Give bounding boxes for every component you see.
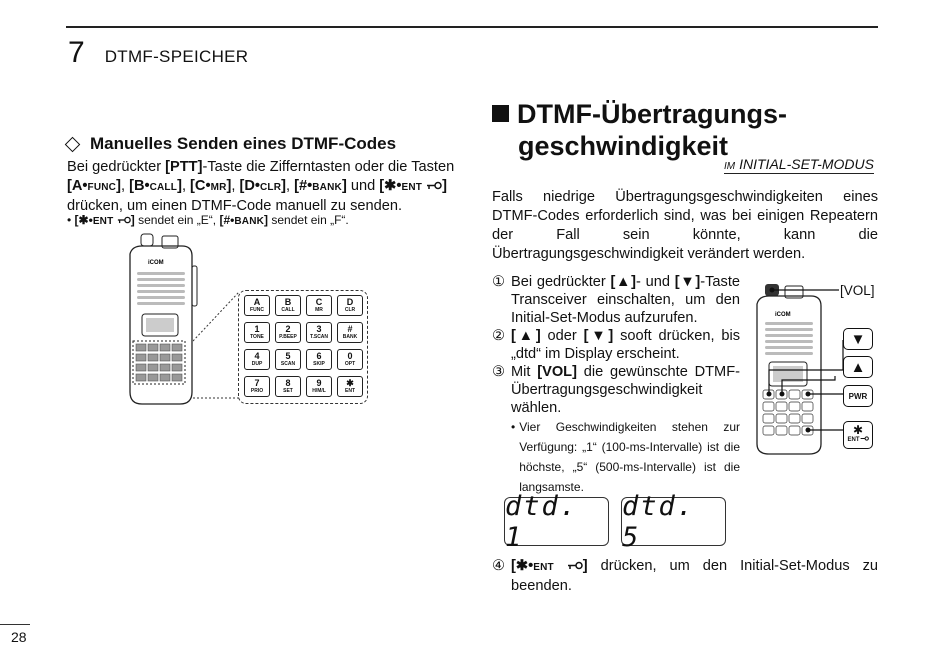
keypad-key <box>244 376 270 397</box>
radio-logo: iCOM <box>775 312 791 318</box>
text: und <box>346 178 380 194</box>
down-key-callout: ▼ <box>843 328 873 350</box>
keypad-key <box>337 376 363 397</box>
page-number: 28 <box>11 629 27 645</box>
key-down: [▼] <box>674 274 701 290</box>
section-title-line1: DTMF-Übertragungs- <box>517 99 787 129</box>
mode-prefix: IM <box>724 161 736 172</box>
lcd-display-5 <box>621 490 726 553</box>
text: sendet ein „E“, <box>134 213 220 227</box>
keypad-key <box>306 349 332 370</box>
keypad-key <box>244 322 270 343</box>
keypad-key-sub: P.BEEP <box>279 333 297 340</box>
keypad-key-main: 7 <box>254 377 260 388</box>
keypad-key-main: B <box>284 296 292 307</box>
key-b: [B• <box>129 178 150 194</box>
key-hash: [#• <box>219 213 235 227</box>
key-vol: [VOL] <box>537 364 577 380</box>
ent-key-callout <box>843 421 873 449</box>
radio-illustration-left <box>120 232 200 410</box>
keypad-key <box>306 295 332 316</box>
key-star-sub: ENT <box>401 182 423 193</box>
key-hash-sub: BANK <box>234 216 265 227</box>
key-star: [✱• <box>511 558 534 574</box>
key-d: [D• <box>239 178 261 194</box>
keypad-key-sub: T.SCAN <box>309 333 329 340</box>
key-icon <box>860 436 869 441</box>
keypad-key-sub: SCAN <box>280 360 296 367</box>
square-bullet-icon <box>492 105 509 122</box>
key-star: [✱• <box>74 213 93 227</box>
mode-tag <box>724 156 874 174</box>
keypad-key-main: ✱ <box>346 377 354 388</box>
keypad-key-main: # <box>347 323 353 334</box>
key-star: [✱• <box>379 178 402 194</box>
key-ptt: [PTT] <box>165 159 203 175</box>
left-note: • [✱•ENT ] sendet ein „E“, [#•BANK] sendet ein „F“. <box>67 213 349 227</box>
pwr-key-callout: PWR <box>843 385 873 407</box>
left-heading-text: Manuelles Senden eines DTMF-Codes <box>90 134 397 153</box>
speed-note-text: Vier Geschwindigkeiten stehen zur Verfügung: „1“ (100-ms-Intervalle) ist die höchste, „5“ (500-ms-Intervalle) ist die langsamste. <box>519 420 740 494</box>
keypad-connector <box>193 290 241 400</box>
key-a-sub: FUNC <box>87 182 117 193</box>
key-icon <box>567 561 583 570</box>
text: Bei gedrückter <box>511 274 611 290</box>
step-number: ② <box>492 328 506 344</box>
text: - und <box>636 274 675 290</box>
keypad-key-sub: ENT <box>345 387 355 394</box>
key-up: [▲] <box>511 328 541 344</box>
key-star-sub: ENT <box>92 216 114 227</box>
keypad-key <box>275 376 301 397</box>
up-key-callout: ▲ <box>843 356 873 378</box>
step-3 <box>492 363 740 417</box>
step-2 <box>492 327 740 363</box>
key-up: [▲] <box>610 274 637 290</box>
keypad-key-main: 8 <box>285 377 291 388</box>
key-b-sub: CALL <box>149 182 178 193</box>
section-title <box>492 98 787 162</box>
text: drücken, um den Initial-Set-Modus zu beenden. <box>511 558 878 594</box>
step-number: ④ <box>492 558 506 574</box>
keypad-key-main: 2 <box>285 323 291 334</box>
keypad-key <box>275 322 301 343</box>
text: -Taste die Zifferntasten oder die Tasten <box>202 159 455 175</box>
step-number: ③ <box>492 364 506 380</box>
keypad-key-sub: TONE <box>250 333 264 340</box>
lcd-display-1 <box>504 490 609 553</box>
keypad-key <box>306 376 332 397</box>
header-rule <box>66 26 878 28</box>
keypad-key-main: 1 <box>254 323 260 334</box>
keypad-enlargement <box>238 290 368 404</box>
page-number-rule <box>0 624 30 625</box>
keypad-key-main: D <box>346 296 354 307</box>
steps-list <box>492 273 740 497</box>
key-icon <box>117 216 131 224</box>
keypad-key-sub: SKIP <box>313 360 325 367</box>
key-c: [C• <box>190 178 211 194</box>
star-label: ✱ <box>852 423 864 437</box>
keypad-key-sub: MR <box>315 306 323 313</box>
keypad-key-main: A <box>253 296 261 307</box>
text: -Taste Transceiver einschalten, um den Initial-Set-Modus aufzurufen. <box>511 274 741 326</box>
intro-paragraph: Falls niedrige Übertragungsgeschwindigkeiten eines DTMF-Codes erforderlich sind, was bei einigen Repeatern der Fall sein könnte, kann die Übertragungsgeschwindigkeit verändert werden. <box>492 189 878 262</box>
diamond-icon <box>65 136 81 152</box>
keypad-key <box>275 295 301 316</box>
lcd-text: dtd. 1 <box>505 490 579 553</box>
vol-callout-label: [VOL] <box>840 283 875 298</box>
ent-label <box>848 435 869 445</box>
keypad-key <box>337 322 363 343</box>
keypad-key-main: 0 <box>347 350 353 361</box>
keypad-key-main: 6 <box>316 350 322 361</box>
keypad-key-main: 9 <box>316 377 322 388</box>
keypad-key <box>306 322 332 343</box>
key-c-sub: MR <box>210 182 227 193</box>
step-4: ④ [✱•ENT ] drücken, um den Initial-Set-Modus zu beenden. <box>492 558 878 594</box>
step-number: ① <box>492 274 506 290</box>
key-icon <box>426 181 442 190</box>
left-heading <box>67 134 396 154</box>
text: oder <box>540 328 584 344</box>
left-body-text: Bei gedrückter [PTT]-Taste die Zifferntasten oder die Tasten [A•FUNC], [B•CALL], [C•MR], [D•CLR], [#•BANK] und [✱•ENT ] drücken, um einen DTMF-Code manuell zu senden. <box>67 159 455 214</box>
bullet: • <box>67 213 72 227</box>
radio-logo: iCOM <box>148 260 164 266</box>
text: Bei gedrückter <box>67 159 166 175</box>
keypad-key-main: 3 <box>316 323 322 334</box>
chapter-header <box>68 36 248 70</box>
keypad-key <box>275 349 301 370</box>
keypad-key-sub: CALL <box>281 306 295 313</box>
key-hash-sub: BANK <box>312 182 342 193</box>
text: sendet ein „F“. <box>268 213 349 227</box>
keypad-key-sub: DUP <box>251 360 263 367</box>
keypad-key-main: 5 <box>285 350 291 361</box>
text: Mit <box>511 364 538 380</box>
mode-label: INITIAL-SET-MODUS <box>739 156 874 172</box>
keypad-key-sub: CLR <box>344 306 356 313</box>
chapter-number: 7 <box>68 36 85 69</box>
speed-note <box>511 417 740 497</box>
keypad-key-main: C <box>315 296 323 307</box>
keypad-key-sub: H/M/L <box>312 387 326 394</box>
text: drücken, um einen DTMF-Code manuell zu senden. <box>67 198 403 214</box>
lcd-text: dtd. 5 <box>622 490 696 553</box>
step-1 <box>492 273 740 327</box>
ent-text: ENT <box>847 437 860 443</box>
keypad-key <box>244 349 270 370</box>
keypad-key-main: 4 <box>254 350 260 361</box>
key-d-sub: CLR <box>260 182 282 193</box>
text: die gewünschte DTMF-Übertragungsgeschwindigkeit wählen. <box>511 364 740 416</box>
keypad-key-sub: SET <box>283 387 293 394</box>
keypad-key <box>337 349 363 370</box>
bullet: • <box>511 420 516 434</box>
keypad-key <box>337 295 363 316</box>
key-a: [A• <box>67 178 88 194</box>
keypad-key-sub: OPT <box>344 360 356 367</box>
keypad-key-sub: PRIO <box>250 387 264 394</box>
keypad-key-sub: BANK <box>342 333 358 340</box>
chapter-title: DTMF-SPEICHER <box>104 47 249 66</box>
keypad-key-sub: FUNC <box>250 306 264 313</box>
key-star-sub: ENT <box>533 562 554 573</box>
key-hash: [#• <box>294 178 313 194</box>
key-down: [▼] <box>583 328 614 344</box>
text: sooft drücken, bis „dtd“ im Display erscheint. <box>511 328 740 362</box>
section-title-line2: geschwindigkeit <box>518 131 729 161</box>
keypad-key <box>244 295 270 316</box>
